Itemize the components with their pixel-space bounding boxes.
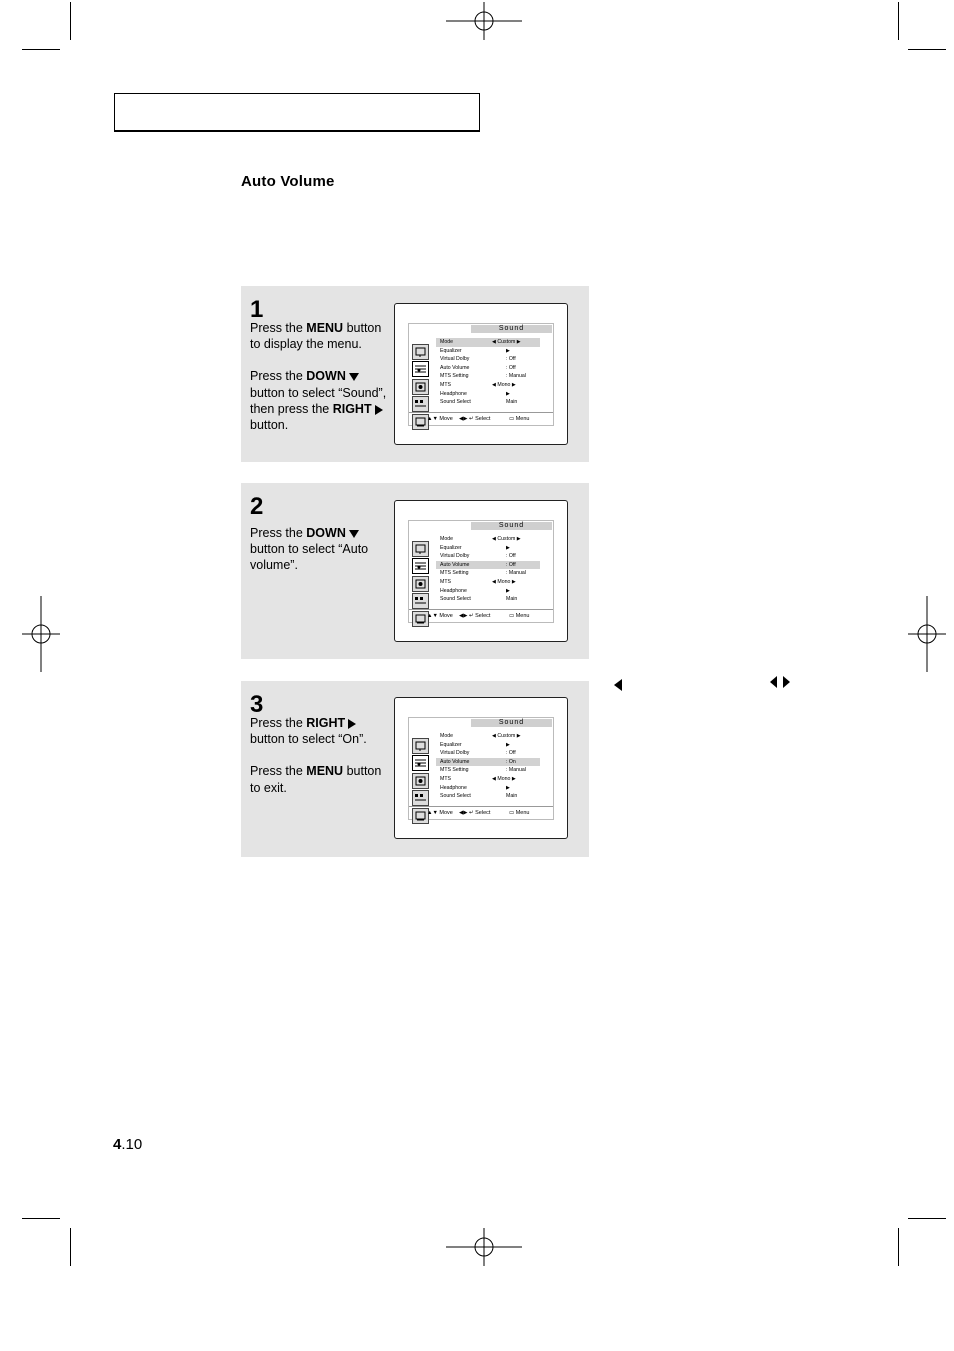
section-title: Auto Volume — [241, 173, 335, 190]
osd-menu-row — [436, 561, 540, 570]
step-panel — [241, 681, 589, 857]
footer-move: ▲▼ Move — [427, 810, 453, 816]
button-name: DOWN — [306, 526, 346, 540]
osd-row-label: Sound Select — [440, 399, 471, 406]
button-name: RIGHT — [332, 401, 372, 416]
osd-row-label: MTS Setting — [440, 570, 469, 577]
crop-mark — [70, 1228, 71, 1266]
instruction-paragraph: Press the RIGHT button to select “On”. — [250, 716, 367, 747]
osd-row-value: ▶ — [506, 587, 510, 594]
osd-row-value: : On — [506, 758, 516, 765]
osd-row-value: ▶ — [506, 390, 510, 397]
button-name: RIGHT — [306, 716, 346, 730]
instruction-paragraph: Press the MENU button to display the menu. — [250, 321, 382, 352]
osd-row-value: : Off — [506, 364, 516, 371]
osd-row-value: ◀ Mono ▶ — [492, 579, 516, 585]
osd-row-value: ◀ Mono ▶ — [492, 776, 516, 782]
osd-row-value: Main — [506, 793, 518, 800]
osd-row-value: : Off — [506, 750, 516, 757]
registration-mark — [908, 596, 946, 672]
osd-menu-row — [436, 364, 540, 373]
channel-icon — [412, 379, 429, 395]
crop-mark — [22, 1218, 60, 1219]
step-instructions — [250, 715, 390, 812]
osd-menu-row — [436, 784, 540, 793]
osd-row-label: Sound Select — [440, 793, 471, 800]
sound-icon — [412, 558, 429, 574]
osd-row-value: : Manual — [506, 570, 526, 577]
osd-footer — [409, 412, 553, 425]
osd-menu-row — [436, 535, 540, 544]
osd-menu-row — [436, 732, 540, 741]
osd-row-label: Equalizer — [440, 347, 462, 354]
osd-row-label: MTS — [440, 579, 451, 585]
osd-row-value: : Off — [506, 553, 516, 560]
osd-menu-row — [436, 552, 540, 561]
crop-mark — [70, 2, 71, 40]
instruction-paragraph: Press the MENU button to exit. — [250, 764, 382, 795]
osd-row-label: Sound Select — [440, 596, 471, 603]
osd-title: Sound — [471, 719, 552, 727]
osd-row-label: Headphone — [440, 784, 467, 791]
footer-move: ▲▼ Move — [427, 613, 453, 619]
osd-row-value: ▶ — [506, 544, 510, 551]
osd-row-value: ▶ — [506, 741, 510, 748]
osd-row-value: ▶ — [506, 347, 510, 354]
osd-row-label: MTS Setting — [440, 373, 469, 380]
registration-mark — [446, 1228, 522, 1266]
registration-mark — [22, 596, 60, 672]
channel-icon — [412, 576, 429, 592]
osd-menu-row — [436, 544, 540, 553]
left-arrow-icon — [770, 676, 777, 688]
crop-mark — [898, 2, 899, 40]
osd-menu-row — [436, 741, 540, 750]
button-name: DOWN — [306, 369, 346, 384]
function-icon — [412, 593, 429, 609]
osd-row-value: ◀ Custom ▶ — [492, 339, 521, 345]
osd-row-label: Mode — [440, 733, 453, 739]
picture-icon — [412, 344, 429, 360]
osd-menu-row — [436, 569, 540, 578]
step-number: 1 — [250, 296, 264, 323]
tv-screen — [394, 697, 568, 839]
osd-menu-row — [436, 372, 540, 381]
osd-menu-row — [436, 355, 540, 364]
osd-menu-row — [436, 398, 540, 407]
chapter-header-box — [114, 93, 480, 132]
osd-menu-row — [436, 347, 540, 356]
osd-row-value: ▶ — [506, 784, 510, 791]
picture-icon — [412, 541, 429, 557]
step-panel — [241, 483, 589, 659]
osd-footer — [409, 609, 553, 622]
osd-menu-row — [436, 578, 540, 587]
page-number — [113, 1136, 142, 1153]
osd-row-value: : Off — [506, 356, 516, 363]
osd-row-label: Equalizer — [440, 741, 462, 748]
page-number-major: 4 — [113, 1136, 122, 1153]
footer-select: ◀▶ ↵ Select — [459, 810, 491, 816]
step-instructions — [250, 525, 390, 590]
osd-menu — [408, 717, 554, 820]
osd-row-value: : Manual — [506, 767, 526, 774]
right-arrow-icon — [783, 676, 790, 688]
osd-row-value: : Off — [506, 561, 516, 568]
picture-icon — [412, 738, 429, 754]
step-panel — [241, 286, 589, 462]
osd-row-value: Main — [506, 399, 518, 406]
right-arrow-icon — [375, 405, 383, 415]
left-arrow-icon — [614, 679, 622, 691]
osd-row-label: Virtual Dolby — [440, 553, 470, 560]
osd-row-label: MTS Setting — [440, 767, 469, 774]
step-number: 3 — [250, 691, 264, 718]
osd-row-value: ◀ Custom ▶ — [492, 733, 521, 739]
osd-menu-row — [436, 390, 540, 399]
button-name: MENU — [306, 321, 344, 335]
footer-select: ◀▶ ↵ Select — [459, 416, 491, 422]
tv-screen — [394, 303, 568, 445]
osd-menu-row — [436, 587, 540, 596]
instruction-paragraph: Press the DOWN button to select “Auto volume”. — [250, 526, 369, 573]
osd-row-label: MTS — [440, 382, 451, 388]
osd-row-value: Main — [506, 596, 518, 603]
crop-mark — [22, 49, 60, 50]
osd-row-label: Mode — [440, 536, 453, 542]
osd-menu-row — [436, 792, 540, 801]
down-arrow-icon — [349, 373, 359, 381]
osd-row-label: MTS — [440, 776, 451, 782]
instruction-paragraph: Press the DOWN button to select “Sound”, then press the RIGHT button. — [250, 369, 387, 433]
osd-row-label: Auto Volume — [440, 758, 470, 765]
osd-row-value: ◀ Mono ▶ — [492, 382, 516, 388]
osd-menu-row — [436, 766, 540, 775]
crop-mark — [898, 1228, 899, 1266]
osd-menu-row — [436, 749, 540, 758]
osd-row-value: : Manual — [506, 373, 526, 380]
footer-move: ▲▼ Move — [427, 416, 453, 422]
osd-row-label: Virtual Dolby — [440, 356, 470, 363]
sound-icon — [412, 361, 429, 377]
osd-menu-row — [436, 775, 540, 784]
osd-menu-row — [436, 758, 540, 767]
sound-icon — [412, 755, 429, 771]
osd-menu-row — [436, 381, 540, 390]
footer-menu: ▭ Menu — [509, 810, 530, 816]
step-number: 2 — [250, 493, 264, 520]
osd-title: Sound — [471, 325, 552, 333]
crop-mark — [908, 49, 946, 50]
tv-screen — [394, 500, 568, 642]
osd-title: Sound — [471, 522, 552, 530]
osd-row-value: ◀ Custom ▶ — [492, 536, 521, 542]
page-number-minor: .10 — [121, 1136, 143, 1153]
osd-row-label: Equalizer — [440, 544, 462, 551]
osd-menu — [408, 323, 554, 426]
registration-mark — [446, 2, 522, 40]
footer-menu: ▭ Menu — [509, 613, 530, 619]
osd-row-label: Auto Volume — [440, 561, 470, 568]
osd-row-label: Auto Volume — [440, 364, 470, 371]
down-arrow-icon — [349, 530, 359, 538]
function-icon — [412, 790, 429, 806]
osd-footer — [409, 806, 553, 819]
osd-row-label: Headphone — [440, 390, 467, 397]
crop-mark — [908, 1218, 946, 1219]
channel-icon — [412, 773, 429, 789]
function-icon — [412, 396, 429, 412]
footer-select: ◀▶ ↵ Select — [459, 613, 491, 619]
footer-menu: ▭ Menu — [509, 416, 530, 422]
osd-menu-row — [436, 338, 540, 347]
right-arrow-icon — [348, 719, 356, 729]
osd-row-label: Mode — [440, 339, 453, 345]
button-name: MENU — [306, 764, 344, 779]
osd-row-label: Headphone — [440, 587, 467, 594]
osd-row-label: Virtual Dolby — [440, 750, 470, 757]
step-instructions — [250, 320, 390, 449]
osd-menu — [408, 520, 554, 623]
osd-menu-row — [436, 595, 540, 604]
